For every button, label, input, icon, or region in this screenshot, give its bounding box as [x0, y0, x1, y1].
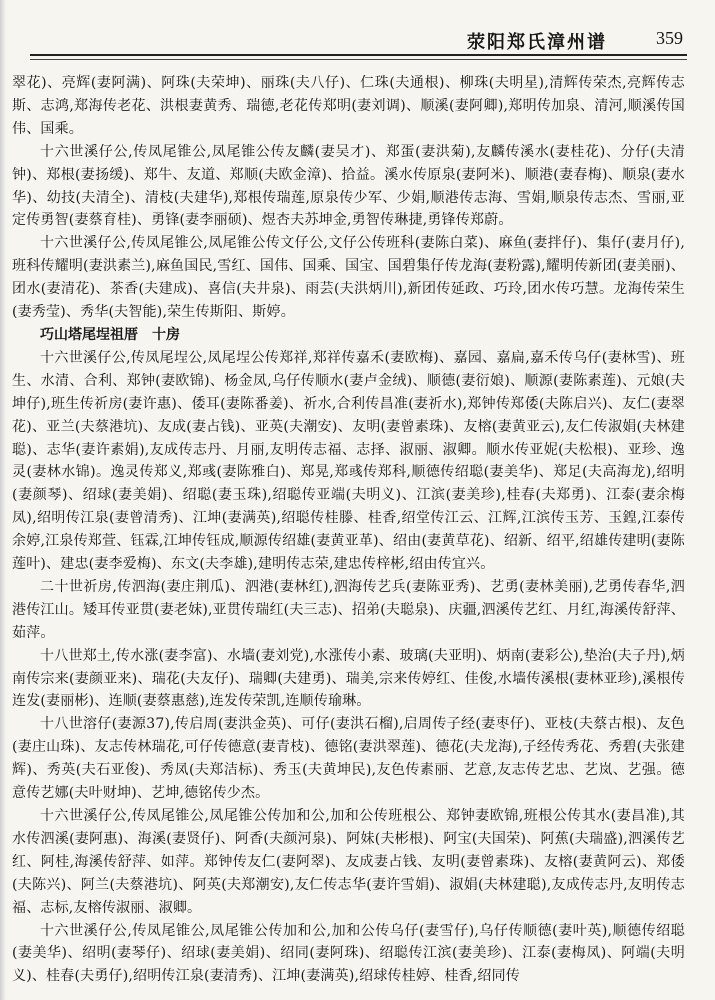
header-rule	[30, 59, 687, 60]
paragraph: 翠花)、亮辉(妻阿满)、阿珠(夫荣坤)、丽珠(夫八仔)、仁珠(夫通根)、柳珠(夫明星),清辉传荣杰,亮辉传志斯、志鸿,郑海传老花、洪根妻黄秀、瑞德,老花传郑明(妻刘调)、顺溪(妻阿卿),郑明传加泉、清河,顺溪传国伟、国乘。	[12, 75, 685, 137]
paragraph: 十六世溪仔公,传凤尾锥公,凤尾锥公传加和公,加和公传乌仔(妻雪仔),乌仔传顺德(妻叶英),顺德传绍聪(妻美华)、绍明(妻琴仔)、绍球(妻美娟)、绍同(妻阿珠)、绍聪传江滨(妻美珍)、江泰(妻梅凤)、阿端(夫明义)、桂春(夫勇仔),绍明传江泉(妻清秀)、江坤(妻满英),绍球传桂婷、桂香,绍同传	[12, 922, 685, 985]
page-number: 359	[656, 28, 683, 48]
running-header	[30, 22, 687, 56]
paragraph: 十八世郑土,传水涨(妻李富)、水墙(妻刘党),水涨传小素、玻璃(夫亚明)、炳南(妻彩公),垫治(夫子丹),炳南传宗来(妻颜亚来)、瑞花(夫友仔)、瑞卿(夫建勇)、瑞美,宗来传婷红、佳俊,水墙传溪根(妻林亚珍),溪根传连发(妻丽彬)、连顺(妻蔡惠慈),连发传荣凯,连顺传瑜琳。	[12, 647, 685, 710]
section-heading: 巧山塔尾埕祖厝 十房	[40, 326, 180, 343]
paragraph: 十六世溪仔公,传凤尾锥公,凤尾锥公传文仔公,文仔公传班科(妻陈白菜)、麻鱼(妻拌仔)、集仔(妻月仔),班科传耀明(妻洪素兰),麻鱼国民,雪红、国伟、国乘、国宝、国碧集仔传龙海(妻粉露),耀明传新团(妻美丽)、团水(妻清花)、茶香(夫建成)、喜信(夫井泉)、雨芸(夫洪炳川),新团传延政、巧玲,团水传巧慧。龙海传荣生(妻秀莹)、秀华(夫智能),荣生传斯阳、斯婷。	[12, 235, 685, 321]
paragraph: 二十世祈房,传泗海(妻庄荆瓜)、泗港(妻林红),泗海传艺兵(妻陈亚秀)、艺勇(妻林美丽),艺勇传春华,泗港传江山。矮耳传亚贯(妻老妹),亚贯传瑞红(夫三志)、招弟(夫聪泉)、庆疆,泗溪传艺红、月红,海溪传舒萍、茹萍。	[12, 578, 685, 641]
paragraph: 十六世溪仔公,传凤尾埕公,凤尾埕公传郑祥,郑祥传嘉禾(妻欧梅)、嘉园、嘉扁,嘉禾传乌仔(妻林雪)、班生、水清、合利、郑钟(妻欧锦)、杨金凤,乌仔传顺水(妻卢金绒)、顺德(妻衍娘)、顺源(妻陈素莲)、元娘(夫坤仔),班生传祈房(妻许惠)、倭耳(妻陈番姜)、祈水,合利传昌准(妻祈水),郑钟传郑倭(夫陈启兴)、友仁(妻翠花)、亚兰(夫蔡港坑)、友成(妻占钱)、亚英(夫潮安)、友明(妻曾素珠)、友榕(妻黄亚云),友仁传淑娟(夫林建聪)、志华(妻许素娟),友成传志丹、月丽,友明传志福、志择、淑丽、淑卿。顺水传亚妮(夫松根)、亚珍、逸灵(妻林水锦)。逸灵传郑义,郑彧(妻陈雅白)、郑晃,郑彧传郑科,顺德传绍聪(妻美华)、郑足(夫高海龙),绍明(妻颜琴)、绍球(妻美娟)、绍聪(妻玉珠),绍聪传亚端(夫明义)、江滨(妻美珍),桂春(夫郑勇)、江泰(妻余梅凤),绍明传江泉(妻曾清秀)、江坤(妻满英),绍聪传桂滕、桂香,绍堂传江云、江辉,江滨传玉芳、玉鍠,江泰传余婷,江泉传郑萱、钰霖,江坤传钰成,顺源传绍雄(妻黄亚革)、绍由(妻黄草花)、绍新、绍平,绍雄传建明(妻陈莲叶)、建忠(妻李爱梅)、东文(夫李雄),建明传志荣,建忠传梓彬,绍由传宜兴。	[12, 349, 685, 573]
binding-shadow	[0, 0, 6, 1000]
paragraph: 十六世溪仔公,传凤尾锥公,凤尾锥公传友麟(妻吴才)、郑蛋(妻洪菊),友麟传溪水(妻桂花)、分仔(夫清钟)、郑根(妻扬缓)、郑牛、友道、郑顺(夫欧金漳)、拾益。溪水传原泉(妻阿米)、顺港(妻春梅)、顺泉(妻水华)、幼技(夫清全)、清枝(夫建华),郑根传瑞莲,原泉传少军、少娟,顺港传志海、雪娟,顺泉传志杰、雪丽,亚定传勇智(妻蔡育桂)、勇锋(妻李丽硕)、煜杏夫苏坤金,勇智传琳捷,勇锋传郑蔚。	[12, 143, 685, 229]
header-title: 荥阳郑氏漳州谱	[467, 32, 607, 53]
paragraph: 十八世溶仔(妻源37),传启周(妻洪金英)、可仔(妻洪石榴),启周传子经(妻枣仔)、亚枝(夫蔡古根)、友色(妻庄山珠)、友志传林瑞花,可仔传德意(妻青枝)、德铭(妻洪翠莲)、德花(夫龙海),子经传秀花、秀碧(夫张建辉)、秀英(夫石亚俊)、秀凤(夫郑洁标)、秀玉(夫黄坤民),友色传素丽、艺意,友志传艺忠、艺岚、艺强。德意传艺娜(夫叶财坤)、艺坤,德铭传少杰。	[12, 716, 685, 802]
page-body	[12, 72, 685, 988]
paragraph: 十六世溪仔公,传凤尾锥公,凤尾锥公传加和公,加和公传班根公、郑钟妻欧锦,班根公传其水(妻昌准),其水传泗溪(妻阿惠)、海溪(妻贤仔)、阿香(夫颜河泉)、阿妹(夫彬根)、阿宝(夫国荣)、阿蕉(夫瑞盛),泗溪传艺红、阿桂,海溪传舒萍、如萍。郑钟传友仁(妻阿翠)、友成妻占钱、友明(妻曾素珠)、友榕(妻黄阿云)、郑倭(夫陈兴)、阿兰(夫蔡港坑)、阿英(夫郑潮安),友仁传志华(妻许雪娟)、淑娟(夫林建聪),友成传志丹,友明传志福、志标,友榕传淑丽、淑卿。	[12, 808, 685, 916]
